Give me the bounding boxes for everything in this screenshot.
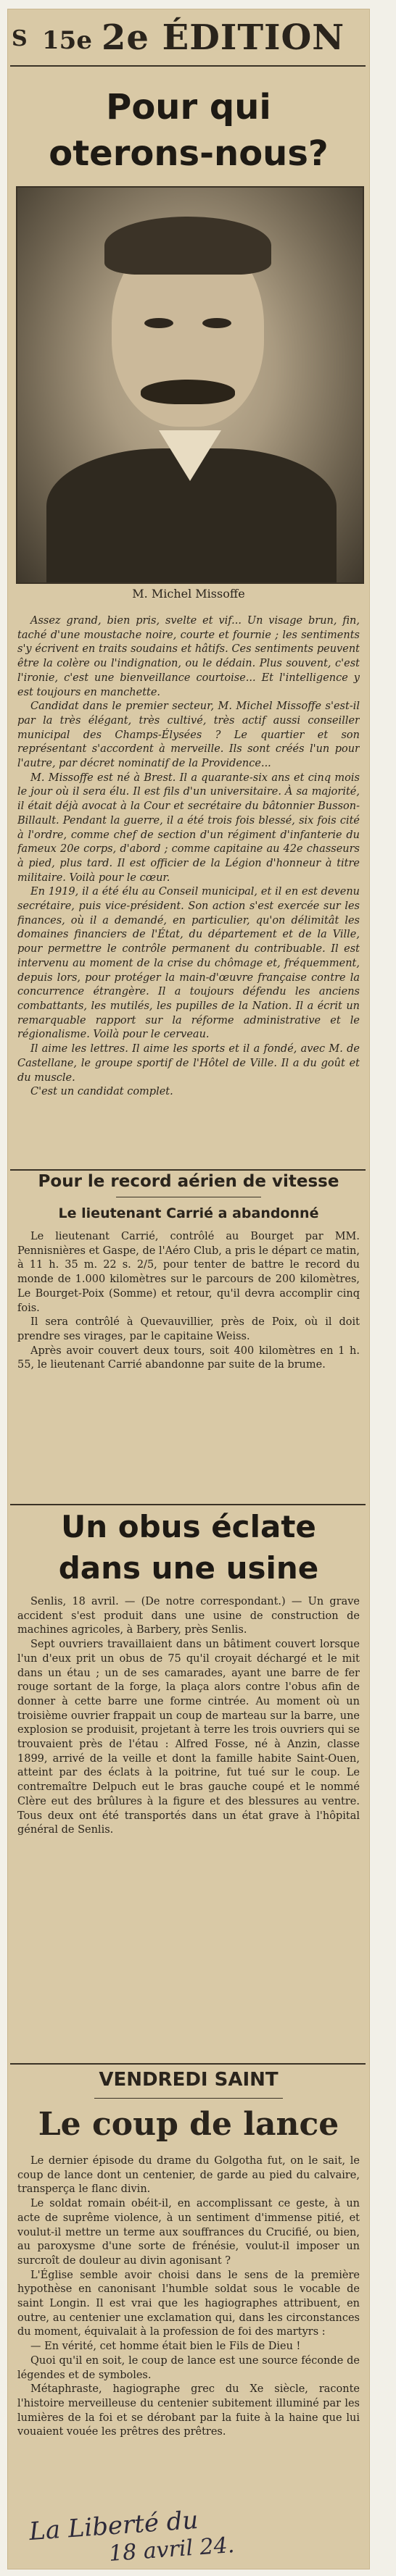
photo-hair bbox=[104, 217, 271, 275]
handwritten-date-note: 18 avril 24. bbox=[107, 2532, 236, 2567]
article1-paragraph: C'est un candidat complet. bbox=[30, 1086, 173, 1098]
masthead-rule bbox=[10, 65, 366, 67]
article4-paragraph: Métaphraste, hagiographe grec du Xe siècle, raconte l'histoire merveilleuse du centenier subitement illuminé par les lumières de la foi et se dérobant par la fuite à la haine que lui vouaient vouée les prêtres des prêtres. bbox=[17, 2383, 360, 2438]
photo-eye-right bbox=[202, 318, 231, 328]
masthead bbox=[7, 13, 370, 57]
article1-paragraph: M. Missoffe est né à Brest. Il a quarante-six ans et cinq mois le jour où il sera élu. Il est fils d'un universitaire. À sa majorité, il était déjà avocat à la Cour et secrétaire du bâtonnier Busson-Billault. Pendant la guerre, il a été trois fois blessé, six fois cité à l'ordre, comme chef de section d'un régiment d'infanterie du fameux 20e corps, d'abord ; comme capitaine au 42e chasseurs à pied, plus tard. Il est officier de la Légion d'honneur à titre militaire. Voilà pour le cœur. bbox=[17, 771, 360, 884]
article2-paragraph: Le lieutenant Carrié, contrôlé au Bourget par MM. Pennisnières et Gaspe, de l'Aéro Club, a pris le départ ce matin, à 11 h. 35 m. 22 s. 2/5, pour tenter de battre le record du monde de 1.000 kilomètres sur le parcours de 200 kilomètres, Le Bourget-Poix (Somme) et retour, qu'il devra accomplir cinq fois. bbox=[17, 1231, 360, 1314]
masthead-number: 15e bbox=[42, 26, 92, 55]
article2-paragraph: Après avoir couvert deux tours, soit 400 kilomètres en 1 h. 55, le lieutenant Carrié abandonne par suite de la brume. bbox=[17, 1345, 360, 1371]
article3-title-line1: Un obus éclate bbox=[61, 1509, 316, 1544]
portrait-photo bbox=[16, 186, 364, 584]
article4-rule-mid bbox=[94, 2098, 283, 2099]
article1-body bbox=[17, 614, 360, 1168]
article1-paragraph: Candidat dans le premier secteur, M. Michel Missoffe s'est-il par la très élégant, très cultivé, très actif aussi conseiller municipal des Champs-Élysées ? Le quartier et son représentant s'accordent à merveille. Ils sont créés l'un pour l'autre, par décret nominatif de la Providence... bbox=[17, 701, 360, 770]
article3-title-line2: dans une usine bbox=[58, 1550, 319, 1586]
article4-section-label: VENDREDI SAINT bbox=[99, 2069, 279, 2091]
article4-paragraph: — En vérité, cet homme était bien le Fils de Dieu ! bbox=[30, 2341, 301, 2353]
article4-rule-top bbox=[10, 2063, 366, 2065]
article3-paragraph: Sept ouvriers travaillaient dans un bâtiment couvert lorsque l'un d'eux prit un obus de 75 qu'il croyait déchargé et le mit dans un étau ; un de ses camarades, ayant une barre de fer rouge sortant de la forge, la plaça alors contre l'obus afin de donner à cette barre une forme cintrée. Au moment où un troisième ouvrier frappait un coup de marteau sur la barre, une explosion se produisit, projetant à terre les trois ouvriers qui se trouvaient près de l'étau : Alfred Fosse, né à Anzin, classe 1899, arrivé de la veille et dont la famille habite Saint-Ouen, atteint par des éclats à la poitrine, fut tué sur le coup. Le contremaître Delpuch eut le bras gauche coupé et le nommé Clère eut des brûlures à la figure et des blessures au ventre. Tous deux ont été transportés dans un état grave à l'hôpital général de Senlis. bbox=[17, 1639, 360, 1836]
article4-paragraph: Quoi qu'il en soit, le coup de lance est une source féconde de légendes et de symboles. bbox=[17, 2354, 360, 2381]
masthead-edition: 2e ÉDITION bbox=[102, 17, 345, 58]
article3-paragraph: Senlis, 18 avril. — (De notre correspondant.) — Un grave accident s'est produit dans une usine de construction de machines agricoles, à Barbery, près Senlis. bbox=[17, 1596, 360, 1636]
article3-body bbox=[17, 1595, 360, 2055]
photo-moustache bbox=[141, 380, 235, 404]
article2-paragraph: Il sera contrôlé à Quevauvillier, près de Poix, où il doit prendre ses virages, par le capitaine Weiss. bbox=[17, 1316, 360, 1342]
photo-eye-left bbox=[144, 318, 173, 328]
masthead-letter: S bbox=[12, 26, 28, 51]
article1-paragraph: En 1919, il a été élu au Conseil municipal, et il en est devenu secrétaire, puis vice-président. Son action s'est exercée sur les finances, où il a demandé, en particulier, qu'on délimitât les domaines financiers de l'État, du département et de la Ville, pour permettre le contrôle permanent du contribuable. Il est intervenu au moment de la crise du chômage et, fréquemment, depuis lors, pour protéger la main-d'œuvre française contre la concurrence étrangère. Il a toujours défendu les anciens combattants, les mutilés, les pupilles de la Nation. Il a écrit un remarquable rapport sur la réforme administrative et le régionalisme. Voilà pour le cerveau. bbox=[17, 886, 360, 1041]
article1-title-line1: Pour qui bbox=[106, 87, 271, 127]
article1-paragraph: Assez grand, bien pris, svelte et vif... Un visage brun, fin, taché d'une moustache noire, courte et fournie ; les sentiments s'y écrivent en traits soudains et hâtifs. Ces sentiments peuvent être la colère ou l'indignation, ou le dédain. Plus souvent, c'est l'ironie, c'est une bienveillance courtoise... Et l'intelligence y est toujours en manchette. bbox=[17, 615, 360, 698]
article4-title: Le coup de lance bbox=[38, 2106, 339, 2143]
article3-rule-top bbox=[10, 1504, 366, 1505]
article2-subtitle: Le lieutenant Carrié a abandonné bbox=[58, 1205, 319, 1221]
article4-paragraph: Le dernier épisode du drame du Golgotha fut, on le sait, le coup de lance dont un centenier, de garde au pied du calvaire, transperça le flanc divin. bbox=[17, 2155, 360, 2196]
article4-paragraph: L'Église semble avoir choisi dans le sens de la première hypothèse en canonisant l'humble soldat sous le vocable de saint Longin. Il est vrai que les hagiographes attribuent, en outre, au centenier une exclamation qui, dans les circonstances du moment, équivalait à la profession de foi des martyrs : bbox=[17, 2269, 360, 2338]
article1-title-line2: oterons-nous? bbox=[49, 133, 329, 174]
article2-title: Pour le record aérien de vitesse bbox=[38, 1172, 339, 1191]
handwritten-source-note: La Liberté du bbox=[28, 2505, 199, 2547]
photo-caption: M. Michel Missoffe bbox=[132, 587, 245, 601]
article2-rule-top bbox=[10, 1169, 366, 1171]
newspaper-clipping bbox=[7, 9, 370, 2569]
article1-paragraph: Il aime les lettres. Il aime les sports et il a fondé, avec M. de Castellane, le groupe sportif de l'Hôtel de Ville. Il a du goût et du muscle. bbox=[17, 1043, 360, 1084]
article4-body bbox=[17, 2154, 360, 2498]
article2-body bbox=[17, 1230, 360, 1500]
article4-paragraph: Le soldat romain obéit-il, en accomplissant ce geste, à un acte de suprême violence, à un sentiment d'immense pitié, et voulut-il mettre un terme aux souffrances du Crucifié, ou bien, au paroxysme d'une sorte de frénésie, voulut-il imposer un surcroît de douleur au divin agonisant ? bbox=[17, 2198, 360, 2267]
